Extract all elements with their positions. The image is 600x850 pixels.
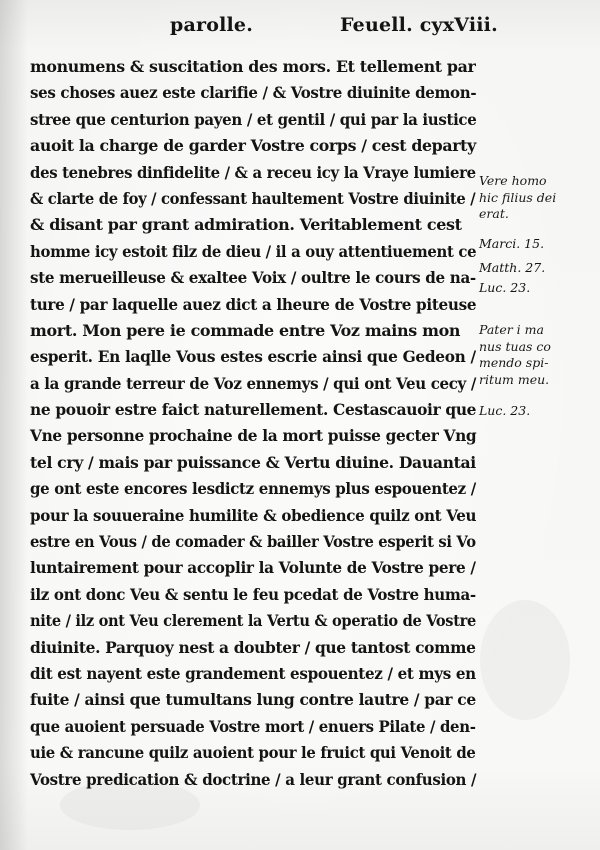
text-line: nite / ilz ont Veu clerement la Vertu & operatio de Vostre — [30, 611, 476, 631]
marginal-note-vere-homo — [479, 173, 594, 223]
marginal-note-line: hic filius dei — [479, 189, 557, 205]
text-line: pour la souueraine humilite & obedience quilz ont Veu — [30, 505, 477, 525]
running-head-left: parolle. — [170, 14, 254, 36]
text-line: esperit. En laqlle Vous estes escrie ainsi que Gedeon / — [30, 347, 476, 367]
text-line: mort. Mon pere ie commade entre Voz mains mon — [30, 320, 461, 340]
folio-number: Feuell. cyxViii. — [340, 14, 498, 36]
text-line: a la grande terreur de Voz ennemys / qui ont Veu cecy / — [30, 373, 477, 393]
marginal-reference-matth: Matth. 27. — [479, 260, 546, 275]
text-line: luntairement pour accoplir la Volunte de Vostre pere / — [30, 558, 476, 578]
text-line: auoit la charge de garder Vostre corps / cest departy — [30, 136, 476, 156]
marginal-note-pater — [479, 322, 594, 388]
text-line: & disant par grant admiration. Veritablement cest — [30, 215, 462, 235]
text-line: stree que centurion payen / et gentil / qui par la iustice — [30, 109, 477, 129]
text-line: des tenebres dinfidelite / & a receu icy la Vraye lumiere — [30, 162, 476, 182]
text-line: ge ont este encores lesdictz ennemys plus espouentez / — [30, 479, 476, 499]
marginal-reference-marci: Marci. 15. — [479, 236, 545, 251]
marginal-note-line: Vere homo — [479, 173, 547, 188]
marginal-note-line: mendo spi- — [479, 355, 549, 370]
text-line: fuite / ainsi que tumultans lung contre lautre / par ce — [30, 690, 476, 710]
text-line: ne pouoir estre faict naturellement. Cestascauoir que — [30, 400, 477, 420]
text-line: tel cry / mais par puissance & Vertu diuine. Dauantai — [30, 452, 476, 472]
marginal-note-line: Pater i ma — [479, 322, 544, 337]
running-head — [0, 0, 600, 50]
marginal-note-line: ritum meu. — [479, 371, 550, 387]
marginal-reference-luc-2: Luc. 23. — [479, 403, 531, 418]
text-line: ses choses auez este clarifie / & Vostre diuinite demon- — [30, 83, 477, 103]
text-line: ste merueilleuse & exaltee Voix / oultre le cours de na- — [30, 268, 476, 288]
marginal-reference-luc: Luc. 23. — [479, 280, 531, 295]
text-line: dit est nayent este grandement espouentez / et mys en — [30, 663, 476, 683]
marginal-note-line: erat. — [479, 206, 509, 221]
text-line: estre en Vous / de comader & bailler Vostre esperit si Vo — [30, 532, 476, 552]
text-line: homme icy estoit filz de dieu / il a ouy attentiuement ce — [30, 241, 477, 261]
text-line: ture / par laquelle auez dict a lheure de Vostre piteuse — [30, 294, 477, 314]
text-line: que auoient persuade Vostre mort / enuers Pilate / den- — [30, 716, 476, 736]
text-line: diuinite. Parquoy nest a doubter / que tantost comme — [30, 637, 476, 657]
paper-stain — [480, 600, 570, 720]
marginal-note-line: nus tuas co — [479, 338, 551, 354]
gutter-shadow — [0, 0, 28, 850]
main-text-column — [30, 54, 478, 793]
text-line: monumens & suscitation des mors. Et tellement par — [30, 57, 476, 76]
text-line: ilz ont donc Veu & sentu le feu pcedat de Vostre huma- — [30, 584, 476, 604]
text-line: Vostre predication & doctrine / a leur grant confusion / — [30, 769, 477, 789]
text-line: & clarte de foy / confessant haultement Vostre diuinite / — [30, 188, 476, 208]
text-line: uie & rancune quilz auoient pour le fruict qui Venoit de — [30, 743, 476, 763]
text-line: Vne personne prochaine de la mort puisse gecter Vng — [30, 426, 477, 446]
